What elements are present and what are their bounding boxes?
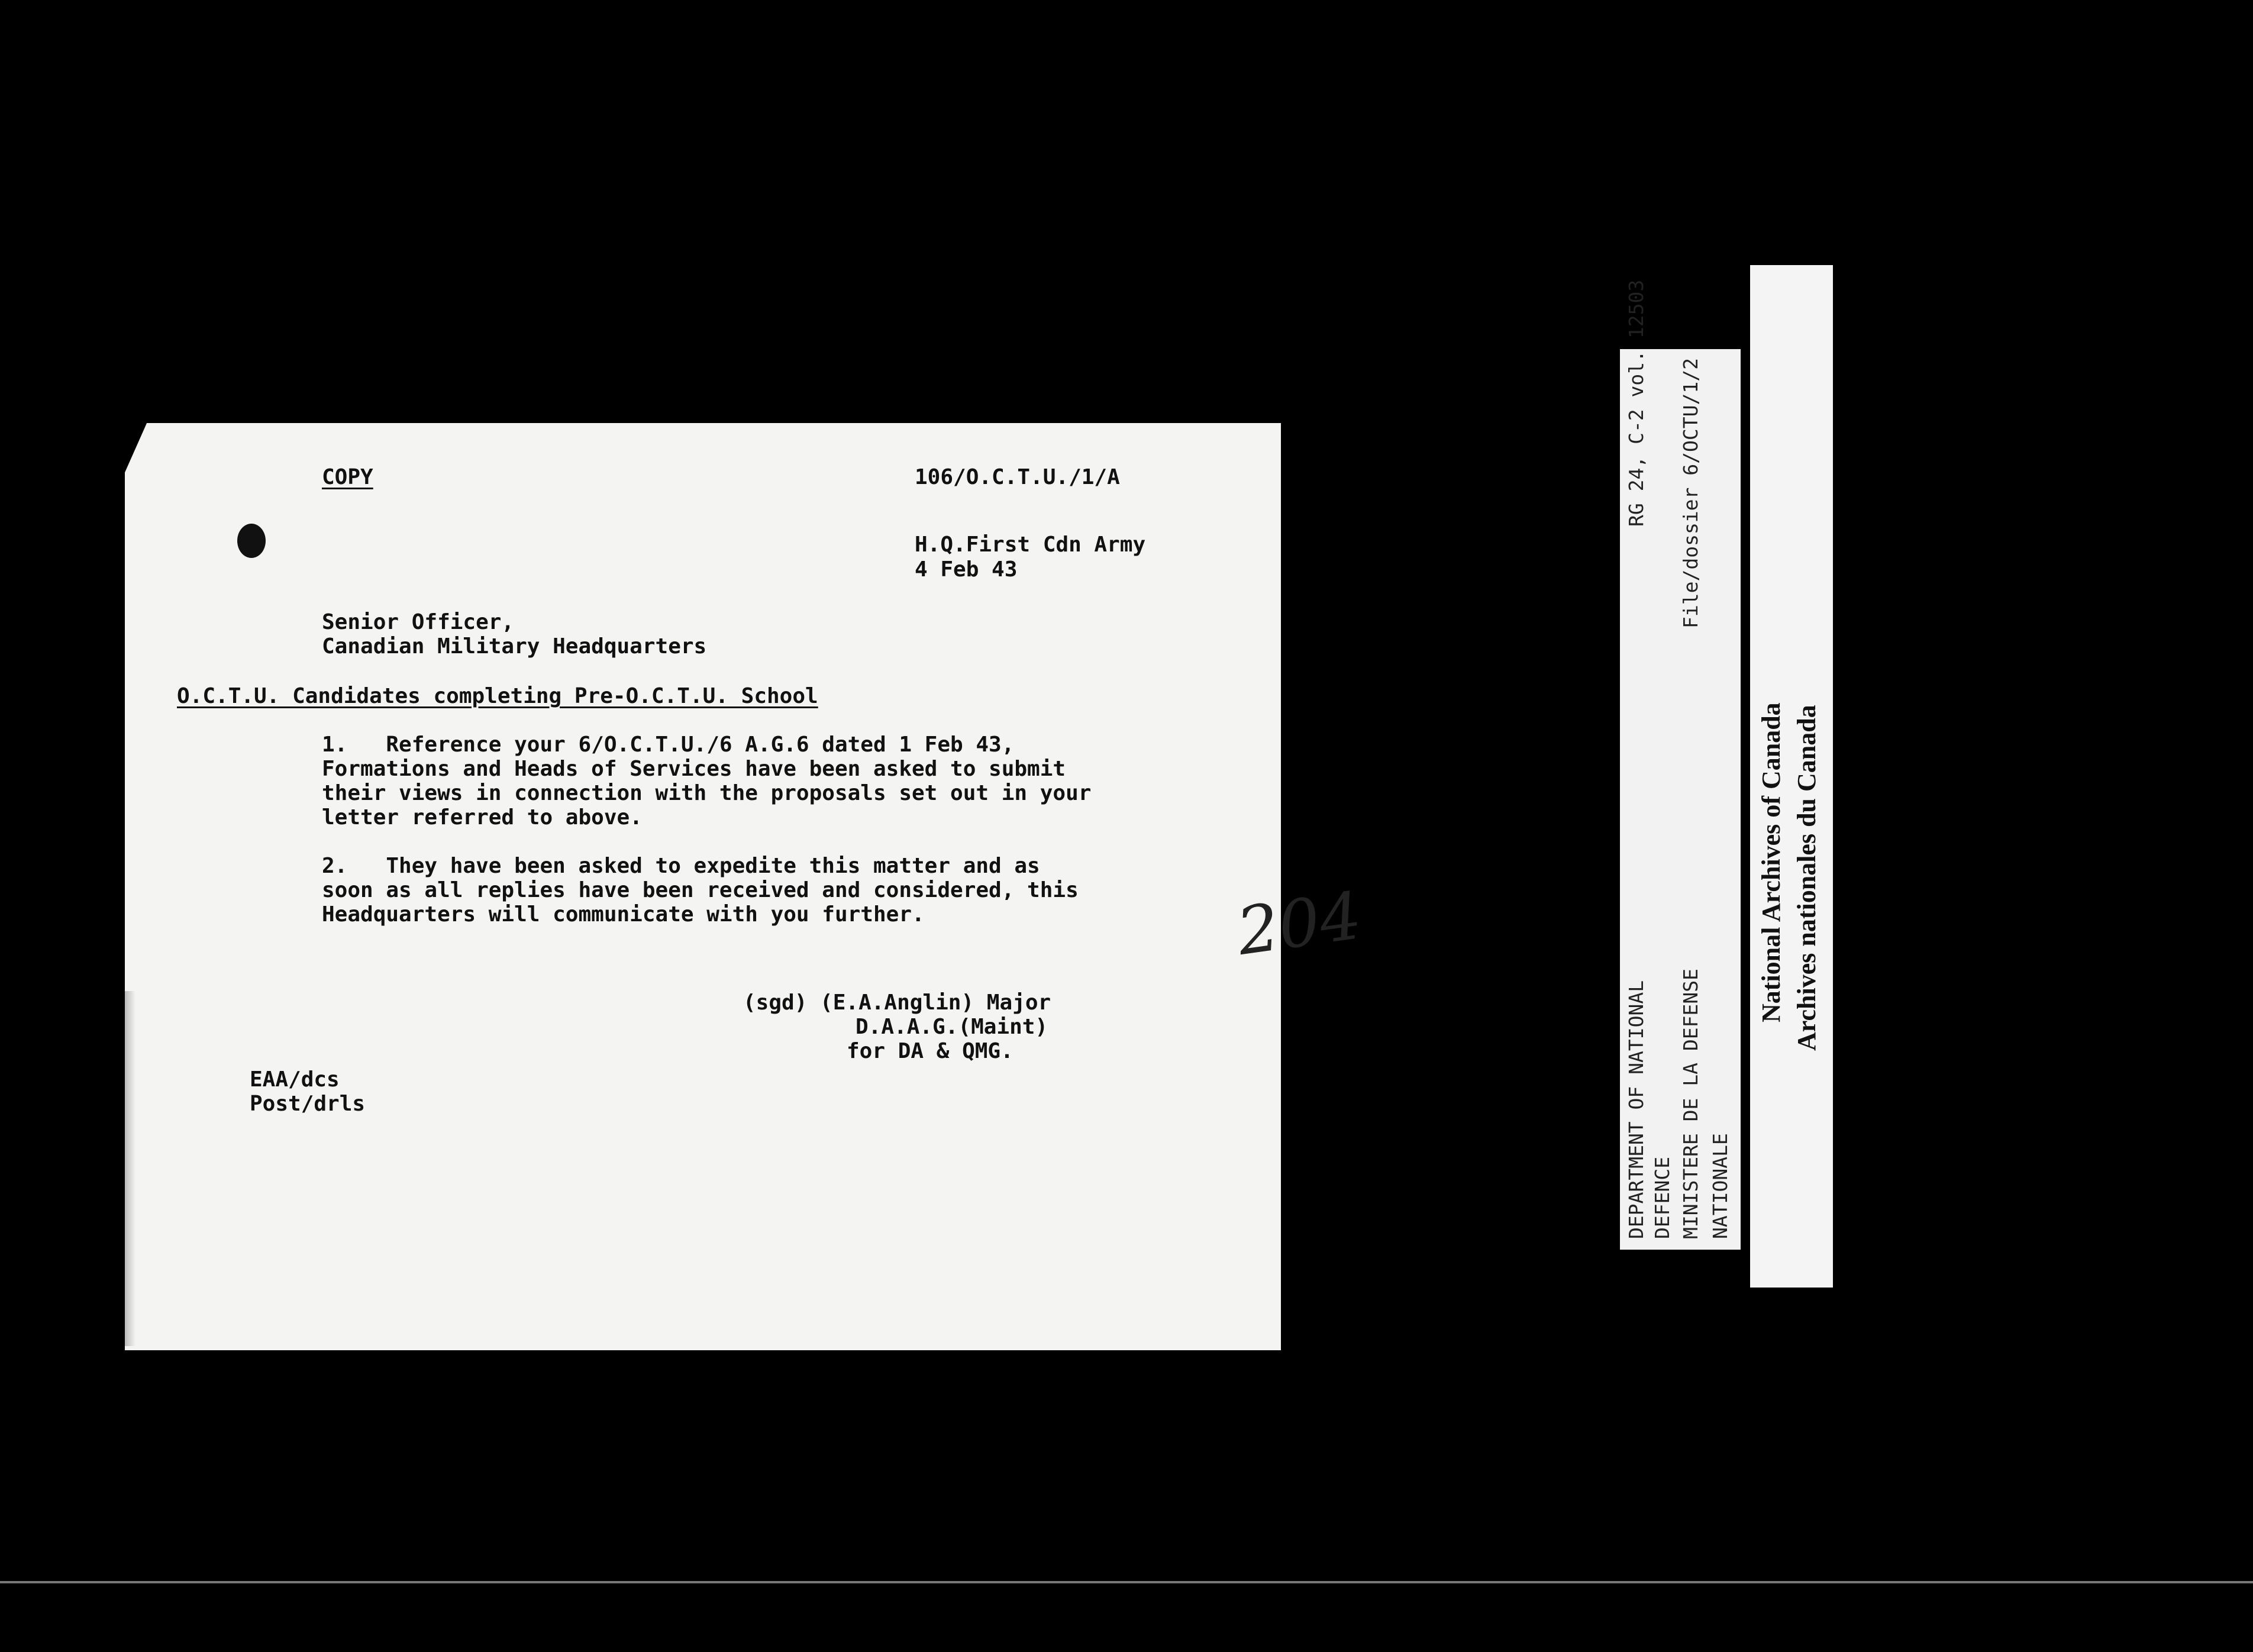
department-line-2: DEFENCE	[1651, 1156, 1674, 1239]
record-group-volume: RG 24, C-2 vol. 12503	[1625, 279, 1648, 527]
archives-name-english: National Archives of Canada	[1757, 702, 1786, 1022]
subject-heading: O.C.T.U. Candidates completing Pre-O.C.T.U. School	[177, 684, 818, 708]
file-reference: 106/O.C.T.U./1/A	[915, 465, 1120, 489]
signature-name: (sgd) (E.A.Anglin) Major	[743, 990, 1051, 1015]
dispatch-reference: Post/drls	[250, 1092, 366, 1116]
archive-reference-label	[1620, 279, 1741, 1250]
archives-name-french: Archives nationales du Canada	[1792, 705, 1821, 1051]
folded-corner	[124, 422, 147, 475]
ministere-line-2: NATIONALE	[1709, 1133, 1732, 1239]
paragraph-line: 1. Reference your 6/O.C.T.U./6 A.G.6 dated 1 Feb 43,	[322, 733, 1015, 757]
paragraph-line: 2. They have been asked to expedite this matter and as	[322, 854, 1040, 878]
scan-frame-line	[0, 1581, 2253, 1583]
punch-hole	[237, 524, 266, 558]
copy-label: COPY	[322, 465, 373, 489]
handwritten-folio-number: 204	[1232, 877, 1366, 970]
file-dossier-number: File/dossier 6/OCTU/1/2	[1679, 358, 1702, 628]
paragraph-line: Headquarters will communicate with you further.	[322, 902, 925, 927]
paragraph-line: Formations and Heads of Services have been asked to submit	[322, 757, 1066, 781]
page-edge-shadow	[125, 991, 135, 1346]
origin-headquarters: H.Q.First Cdn Army	[915, 533, 1146, 557]
paragraph-line: soon as all replies have been received and considered, this	[322, 878, 1079, 902]
recipient-title: Senior Officer,	[322, 610, 515, 634]
department-line: DEPARTMENT OF NATIONAL	[1625, 980, 1648, 1239]
national-archives-strip	[1750, 265, 1833, 1288]
signature-appointment: D.A.A.G.(Maint)	[856, 1015, 1048, 1039]
initials-reference: EAA/dcs	[250, 1067, 340, 1092]
paragraph-line: their views in connection with the proposals set out in your	[322, 781, 1092, 805]
signature-for: for DA & QMG.	[847, 1039, 1013, 1063]
letter-date: 4 Feb 43	[915, 557, 1018, 582]
archival-document-page	[125, 423, 1366, 1350]
recipient-organization: Canadian Military Headquarters	[322, 634, 707, 659]
paragraph-line: letter referred to above.	[322, 805, 643, 830]
ministere-line: MINISTERE DE LA DEFENSE	[1679, 969, 1702, 1239]
